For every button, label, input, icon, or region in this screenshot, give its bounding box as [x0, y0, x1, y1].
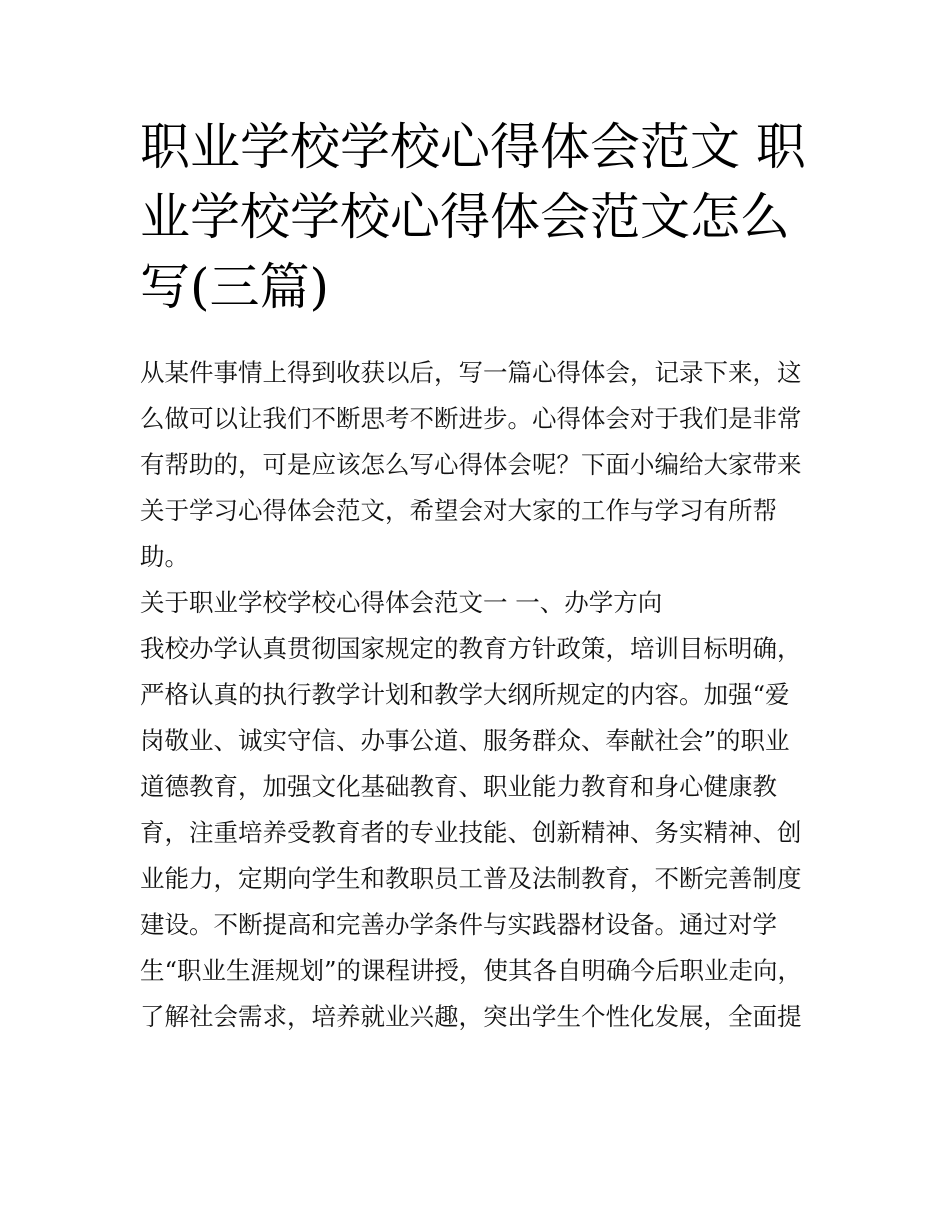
- paragraph-line: 严格认真的执行教学计划和教学大纲所规定的内容。加强“爱: [140, 680, 790, 709]
- document-title: [140, 112, 830, 322]
- paragraph-line: 助。: [140, 542, 189, 571]
- title-line: 职业学校学校心得体会范文 职: [140, 118, 806, 176]
- paragraph-line: 建设。不断提高和完善办学条件与实践器材设备。通过对学: [140, 910, 777, 939]
- paragraph-line: 了解社会需求，培养就业兴趣，突出学生个性化发展，全面提: [140, 1002, 802, 1031]
- paragraph-line: 岗敬业、诚实守信、办事公道、服务群众、奉献社会”的职业: [140, 726, 790, 755]
- paragraph-line: 从某件事情上得到收获以后，写一篇心得体会，记录下来，这: [140, 358, 802, 387]
- paragraph-line: 道德教育，加强文化基础教育、职业能力教育和身心健康教: [140, 772, 777, 801]
- section-heading-line: 关于职业学校学校心得体会范文一 一、办学方向: [140, 588, 663, 617]
- document-body: [140, 350, 830, 1040]
- paragraph-line: 有帮助的，可是应该怎么写心得体会呢？下面小编给大家带来: [140, 450, 802, 479]
- paragraph-line: 么做可以让我们不断思考不断进步。心得体会对于我们是非常: [140, 404, 802, 433]
- paragraph-line: 关于学习心得体会范文，希望会对大家的工作与学习有所帮: [140, 496, 777, 525]
- paragraph-line: 我校办学认真贯彻国家规定的教育方针政策，培训目标明确，: [140, 634, 802, 663]
- paragraph-line: 业能力，定期向学生和教职员工普及法制教育，不断完善制度: [140, 864, 802, 893]
- paragraph-line: 育，注重培养受教育者的专业技能、创新精神、务实精神、创: [140, 818, 802, 847]
- paragraph-line: 生“职业生涯规划”的课程讲授，使其各自明确今后职业走向，: [140, 956, 803, 985]
- title-line: 业学校学校心得体会范文怎么: [140, 188, 790, 246]
- title-line: 写(三篇): [140, 258, 330, 316]
